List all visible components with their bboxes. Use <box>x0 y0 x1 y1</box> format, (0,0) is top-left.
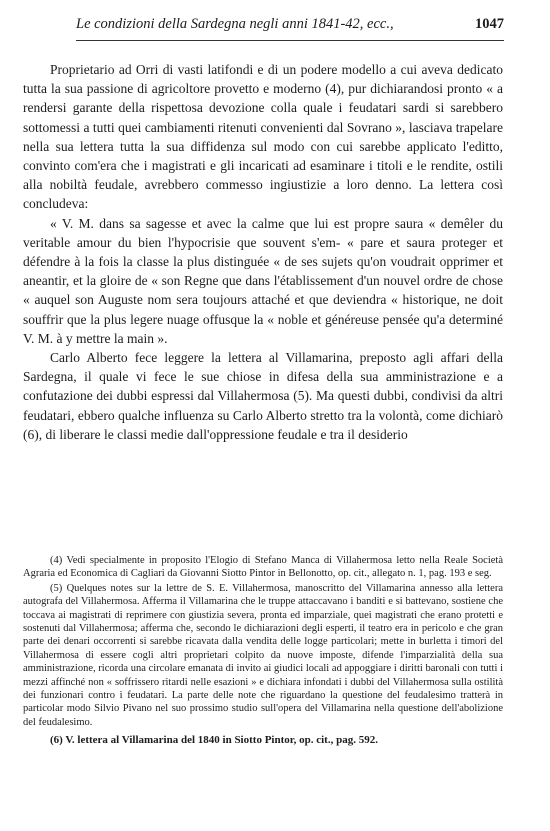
page-number: 1047 <box>475 16 504 32</box>
running-title: Le condizioni della Sardegna negli anni 1841-42, ecc., <box>76 16 394 32</box>
footnote-5: (5) Quelques notes sur la lettre de S. E. Villahermosa, manoscritto del Villamarina annesso alla lettera autografa del Villahermosa. Afferma il Villamarina che le truppe attaccavano i banditi e si battevano, sostiene che toccava ai magistrati di reprimere con giustizia severa, pronta ed imparziale, quei magistrati che erano protetti e sostenuti dal Villahermosa; afferma che, secondo le dichiarazioni degli esperti, il teatro era in pericolo e che gran parte dei denari occorrenti si sarebbe ricavata dalla vendita delle logge particolari; mette in burletta i timori del Villahermosa di essere cogli altri proprietari colpito da nuove imposte, difende l'imparzialità della sua amministrazione, ricorda una circolare emanata di invito ai giudici locali ad appoggiare i diritti baronali con tutti i mezzi affinché non « soffrissero ritardi nelle esazioni » e dichiara infondati i dubbi del Villahermosa sulla ostilità dei funzionari contro i feudatari. La parte delle note che riguardano la questione del feudalesimo tratterà in particolar modo Silvio Pivano nel suo prossimo studio sull'opera del Villamarina nella questione dell'abolizione del feudalesimo. <box>23 582 503 728</box>
french-quotation: « V. M. dans sa sagesse et avec la calme que lui est propre saura « demêler du veritable amour du bien l'hypocrisie que souvent s'em- « pare et saura proteger et défendre à la fois la classe la plus distinguée « de ses sujets qu'on voudrait opprimer et aneantir, et la gloire de « son Regne que dans l'établissement d'un nouvel ordre de chose « auquel son Auguste nom sera toujours attaché et que deviendra « historique, ne doit souffrir que la plus legere nuage offusque la « noble et généreuse pensée qu'a determiné V. M. à y mettre la main ». <box>23 215 503 346</box>
footnotes <box>23 554 503 749</box>
footnote-6: (6) V. lettera al Villamarina del 1840 in Siotto Pintor, op. cit., pag. 592. <box>50 734 378 747</box>
running-header <box>76 16 504 36</box>
header-rule <box>76 40 504 41</box>
main-text <box>23 60 503 444</box>
paragraph-2: Carlo Alberto fece leggere la lettera al Villamarina, preposto agli affari della Sardegna, il quale vi fece le sue chiose in difesa della sua amministrazione e a confutazione dei dubbi espressi dal Villahermosa (5). Ma questi dubbi, condivisi da altri feudatari, ebbero qualche influenza su Carlo Alberto stretto tra la volontà, come dichiarò (6), di liberare le classi medie dall'oppressione feudale e tra il desiderio <box>23 350 503 442</box>
footnote-4: (4) Vedi specialmente in proposito l'Elogio di Stefano Manca di Villahermosa letto nella Reale Società Agraria ed Economica di Cagliari da Giovanni Siotto Pintor in Bellonotto, op. cit., allegato n. 1, pag. 193 e seg. <box>23 555 503 580</box>
paragraph-1: Proprietario ad Orri di vasti latifondi e di un podere modello a cui aveva dedicato tutta la sua passione di agricoltore provetto e moderno (4), pur dichiarandosi pronto « a rendersi garante della rispettosa devozione colla quale i feudatari sardi si sarebbero sottomessi a tutti quei cambiamenti ritenuti convenienti dal Sovrano », lasciava trapelare nella sua lettera tutta la sua diffidenza sul modo con cui sarebbe applicato l'editto, convinto com'era che i magistrati e gli incaricati ad esaminare i titoli e le rendite, ostili alla nobiltà feudale, avrebbero commesso ingiustizie a loro denno. La lettera così concludeva: <box>23 62 503 212</box>
